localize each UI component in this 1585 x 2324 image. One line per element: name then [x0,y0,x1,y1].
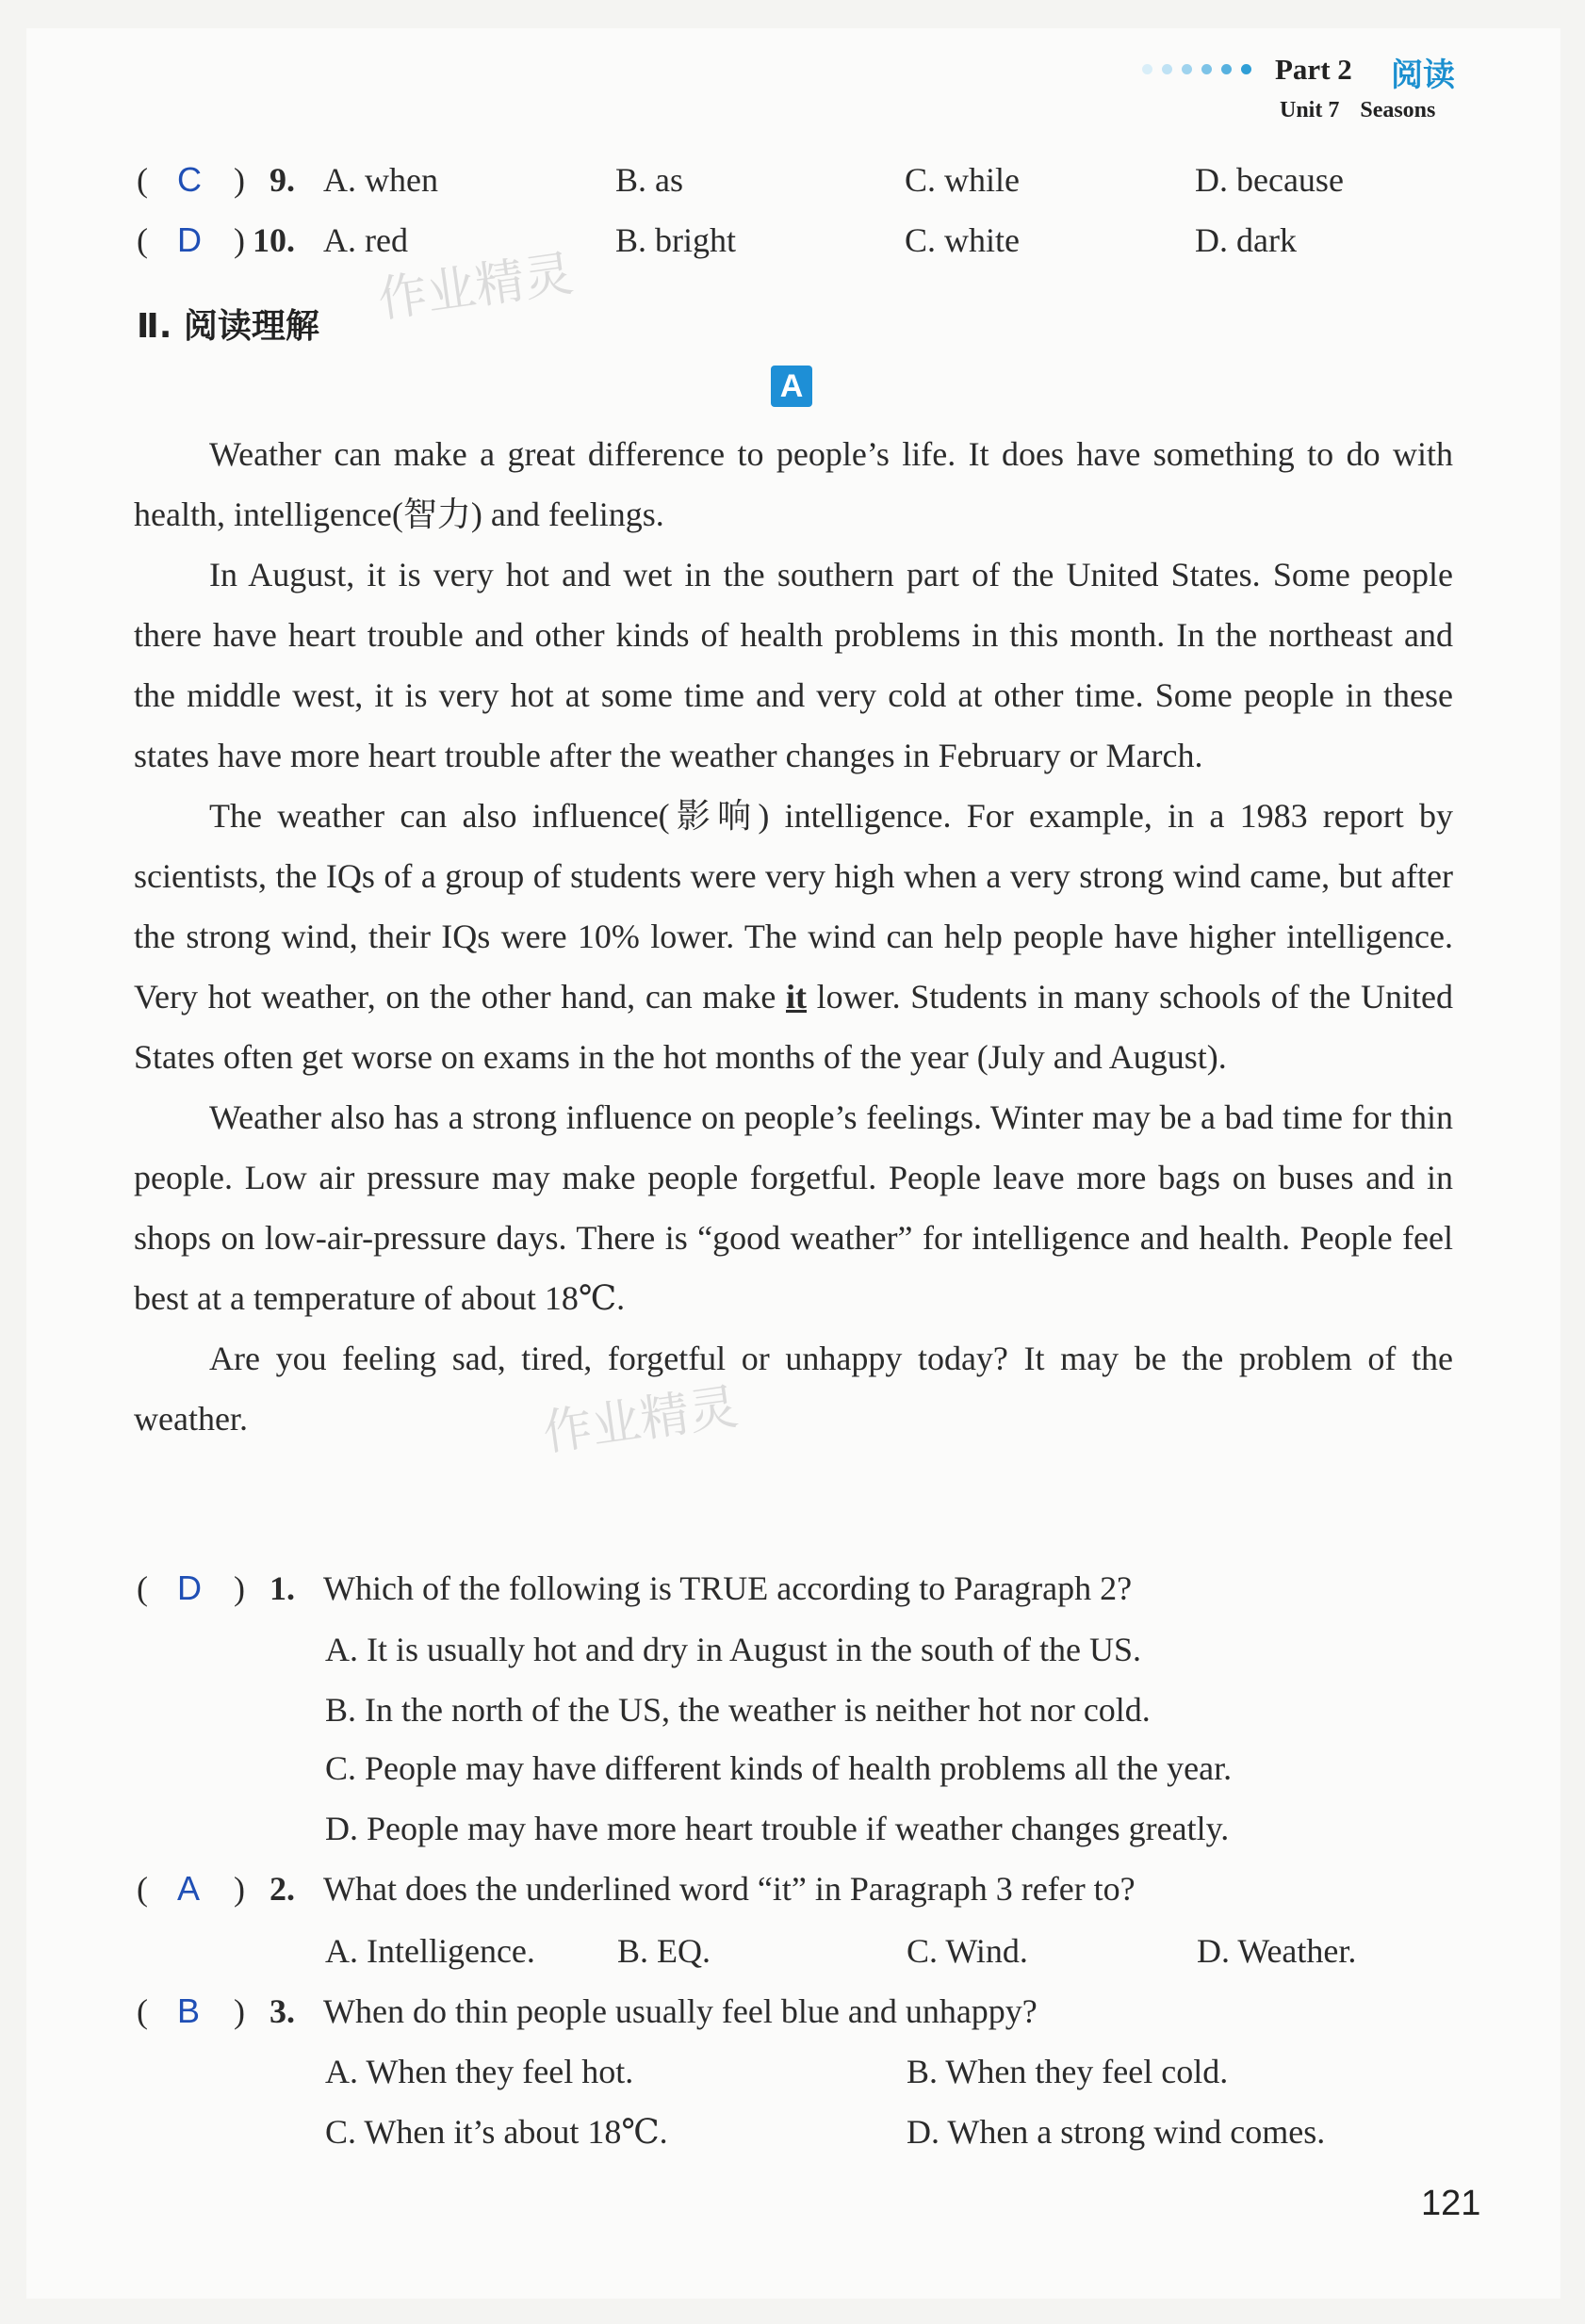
question-text: What does the underlined word “it” in Paragraph 3 refer to? [323,1870,1136,1908]
section-title: Ⅱ. 阅读理解 [137,307,319,346]
paragraph-4: Weather also has a strong influence on people’s feelings. Winter may be a bad time for thin people. Low air pressure may make people forgetful. People leave more bags on buses and in shops on low-air-pressure days. There is “good weather” for intelligence and health. People feel best at a temperature of about 18℃. [134,1098,1453,1317]
header-dot [1182,64,1192,74]
question-number: 1. [270,1569,295,1607]
option-b: B. In the north of the US, the weather is neither hot nor cold. [325,1691,1151,1729]
answer-value: D [177,1568,202,1607]
paragraph-3-text-end: lower. Students in many schools of the United States often get worse on exams in the hot months of the year (July and August). [134,978,1453,1076]
option-a: A. When they feel hot. [325,2053,634,2090]
answer-paren-close: ) [234,161,245,199]
option-c: C. white [905,221,1020,259]
header-dot [1221,64,1232,74]
question-text: Which of the following is TRUE according to Paragraph 2? [323,1569,1133,1607]
watermark: 作业精灵 [374,245,577,330]
answer-paren-open: ( [137,161,148,199]
answer-paren-open: ( [137,221,148,259]
option-b: B. bright [615,221,737,259]
header-section-cn: 阅读 [1391,57,1455,94]
question-number: 9. [270,161,295,199]
paragraph-1: Weather can make a great difference to people’s life. It does have something to do with health, intelligence(智力) and feelings. [134,435,1453,533]
paragraph-5: Are you feeling sad, tired, forgetful or unhappy today? It may be the problem of the weather. [134,1340,1453,1438]
answer-value: C [177,160,202,199]
answer-value: D [177,220,202,259]
answer-value: B [177,1991,201,2030]
option-b: B. When they feel cold. [907,2053,1229,2090]
option-d: D. because [1195,161,1344,199]
answer-paren-close: ) [234,1992,245,2030]
header-dot [1241,64,1251,74]
header-dot [1201,64,1212,74]
answer-paren-close: ) [234,221,245,259]
option-a: A. It is usually hot and dry in August in the south of the US. [325,1631,1141,1668]
option-d: D. When a strong wind comes. [907,2113,1326,2151]
question-number: 10. [253,221,295,259]
option-c: C. Wind. [907,1932,1028,1970]
answer-paren-open: ( [137,1870,148,1908]
option-d: D. Weather. [1197,1932,1357,1970]
option-c: C. while [905,161,1020,199]
question-number: 2. [270,1870,295,1908]
answer-paren-close: ) [234,1870,245,1908]
option-b: B. as [615,161,683,199]
unit-title: Seasons [1360,98,1436,122]
option-c: C. When it’s about 18℃. [325,2113,668,2151]
question-number: 3. [270,1992,295,2030]
option-c: C. People may have different kinds of health problems all the year. [325,1749,1233,1787]
option-a: A. Intelligence. [325,1932,535,1970]
watermark: 作业精灵 [539,1378,742,1463]
answer-value: A [177,1869,201,1908]
option-a: A. red [323,221,408,259]
answer-paren-close: ) [234,1569,245,1607]
header-part: Part 2 [1275,53,1352,86]
header-dots [1142,64,1251,74]
paragraph-3 [134,786,1453,1087]
unit-label: Unit 7 [1280,98,1340,122]
paragraph-2: In August, it is very hot and wet in the southern part of the United States. Some people there have heart trouble and other kinds of health problems in this month. In the northeast and the middle west, it is very hot at some time and very cold at other time. Some people in these states have more heart trouble after the weather changes in February or March. [134,556,1453,774]
header-dot [1162,64,1172,74]
option-d: D. People may have more heart trouble if weather changes greatly. [325,1810,1230,1847]
option-b: B. EQ. [617,1932,711,1970]
passage-badge: A [771,366,812,407]
answer-paren-open: ( [137,1992,148,2030]
reading-passage [134,424,1453,1449]
header-dot [1142,64,1152,74]
header-unit [1280,98,1435,123]
question-text: When do thin people usually feel blue and unhappy? [323,1992,1038,2030]
page-number: 121 [1421,2184,1481,2223]
answer-paren-open: ( [137,1569,148,1607]
paragraph-3-text: The weather can also influence(影响) intelligence. For example, in a 1983 report by scientists, the IQs of a group of students were very high when a very strong wind came, but after the strong wind, their IQs were 10% lower. The wind can help people have higher intelligence. Very hot weather, on the other hand, can make [134,797,1453,1016]
option-a: A. when [323,161,438,199]
underlined-word: it [786,978,807,1016]
option-d: D. dark [1195,221,1297,259]
